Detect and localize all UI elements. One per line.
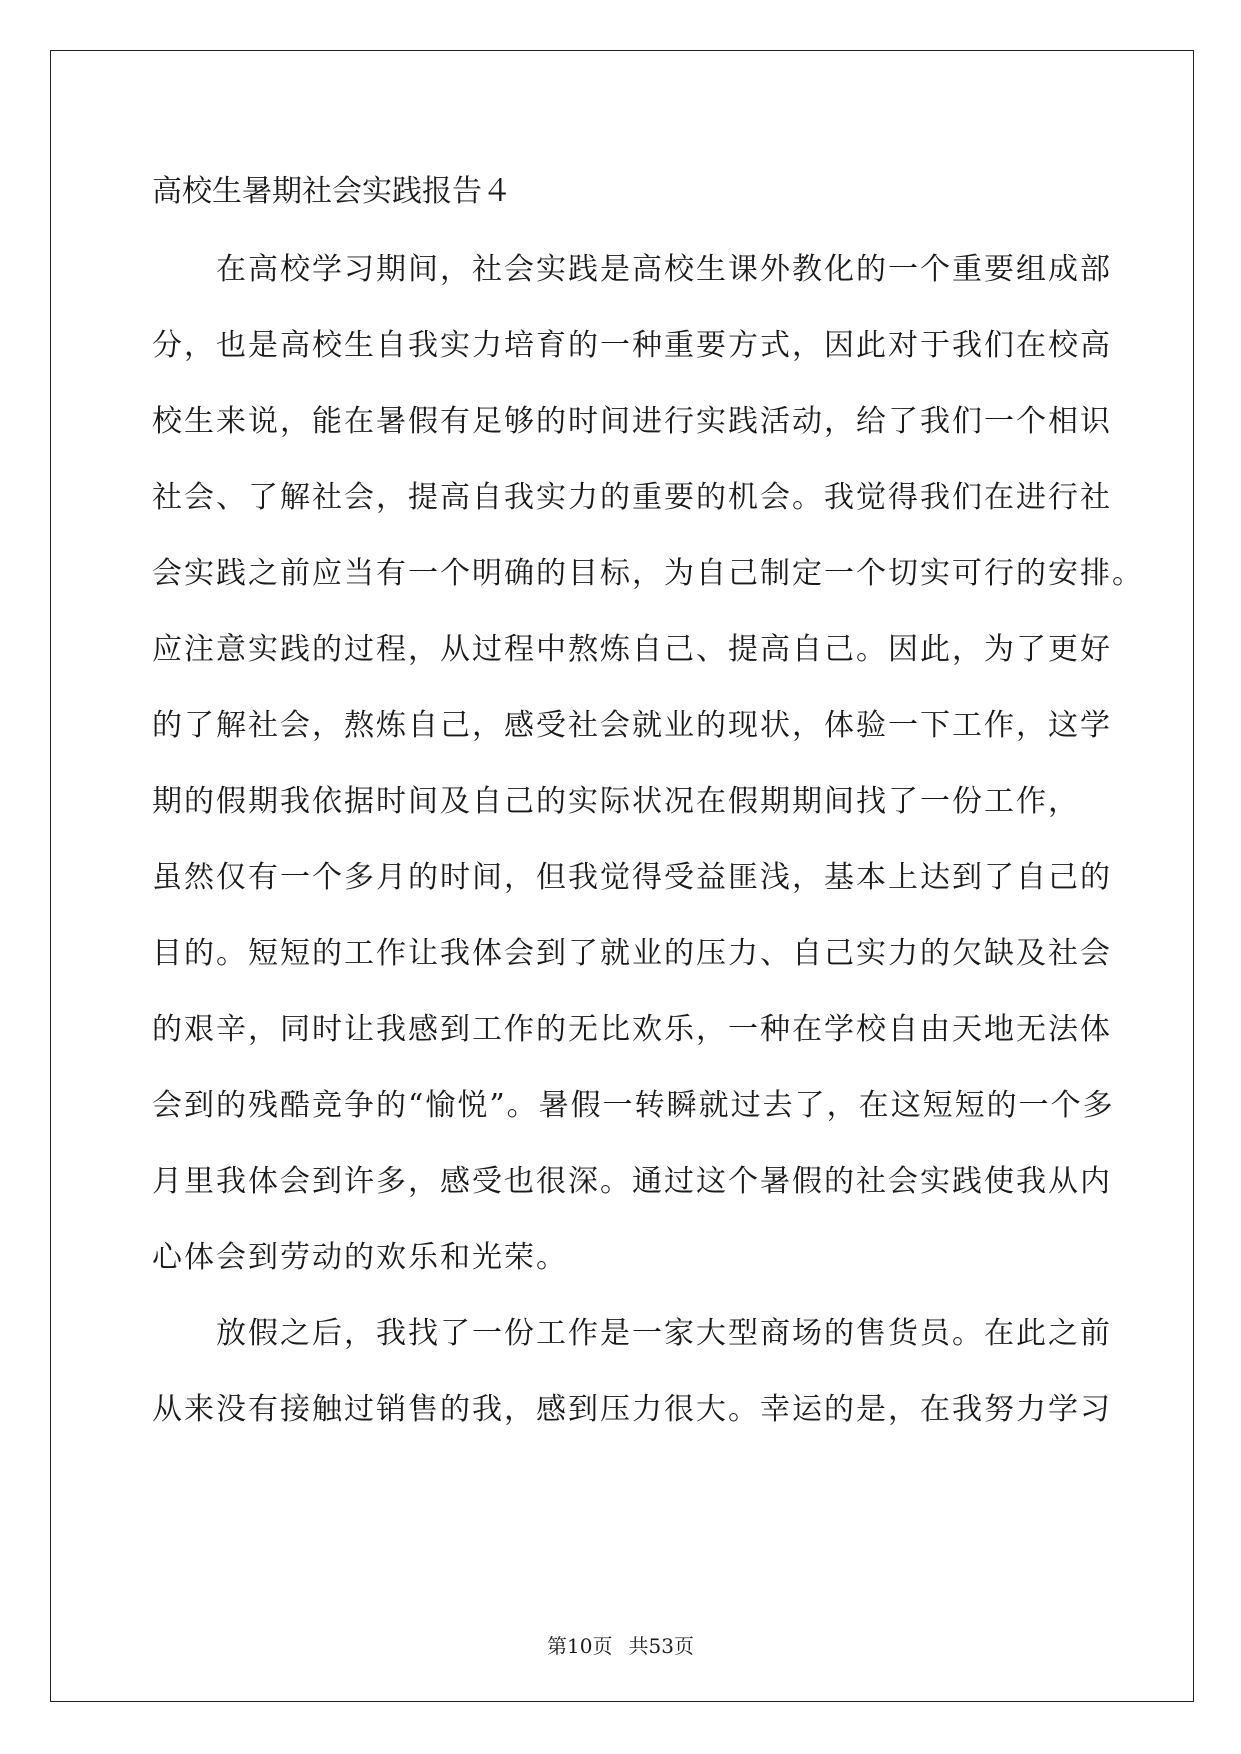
text-line: 会到的残酷竞争的“愉悦”。暑假一转瞬就过去了，在这短短的一个多 [152,1088,1115,1123]
page-footer [0,1630,1241,1659]
text-line: 期的假期我依据时间及自己的实际状况在假期期间找了一份工作， [152,784,1080,819]
text-line: 社会、了解社会，提高自我实力的重要的机会。我觉得我们在进行社 [152,480,1112,515]
text-line: 目的。短短的工作让我体会到了就业的压力、自己实力的欠缺及社会 [152,936,1112,971]
document-body [152,152,1144,1448]
paragraph-1 [152,232,1144,1296]
document-title: 高校生暑期社会实践报告４ [152,174,512,209]
text-line: 在高校学习期间，社会实践是高校生课外教化的一个重要组成部 [216,252,1112,287]
text-line: 分，也是高校生自我实力培育的一种重要方式，因此对于我们在校高 [152,328,1112,363]
text-line: 放假之后，我找了一份工作是一家大型商场的售货员。在此之前 [216,1316,1112,1351]
text-line: 的了解社会，熬炼自己，感受社会就业的现状，体验一下工作，这学 [152,708,1112,743]
text-line: 校生来说，能在暑假有足够的时间进行实践活动，给了我们一个相识 [152,404,1112,439]
paragraph-2 [152,1296,1112,1448]
text-line: 应注意实践的过程，从过程中熬炼自己、提高自己。因此，为了更好 [152,632,1112,667]
text-line: 月里我体会到许多，感受也很深。通过这个暑假的社会实践使我从内 [152,1164,1112,1199]
text-line: 的艰辛，同时让我感到工作的无比欢乐，一种在学校自由天地无法体 [152,1012,1112,1047]
page-total: 共53页 [628,1634,694,1658]
text-line: 从来没有接触过销售的我，感到压力很大。幸运的是，在我努力学习 [152,1392,1112,1427]
text-line: 会实践之前应当有一个明确的目标，为自己制定一个切实可行的安排。 [152,556,1144,591]
text-line: 心体会到劳动的欢乐和光荣。 [152,1240,568,1275]
text-line: 虽然仅有一个多月的时间，但我觉得受益匪浅，基本上达到了自己的 [152,860,1112,895]
page-number: 第10页 [547,1634,613,1658]
